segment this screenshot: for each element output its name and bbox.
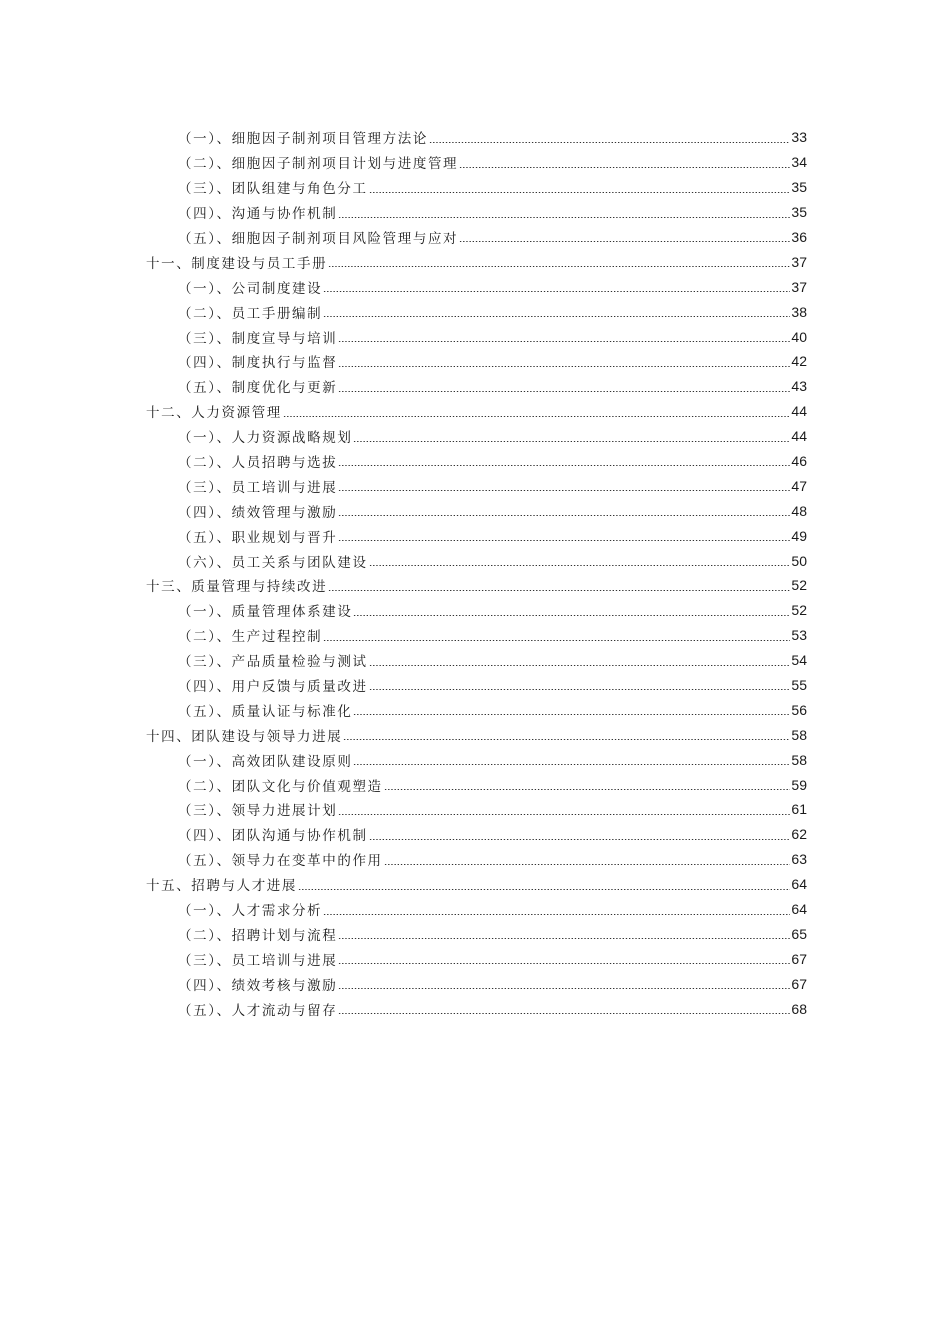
toc-section-entry[interactable] bbox=[0, 473, 950, 498]
toc-section-entry[interactable] bbox=[0, 274, 950, 299]
toc-dot-leader bbox=[459, 241, 790, 242]
toc-section-entry[interactable] bbox=[0, 125, 950, 150]
toc-section-entry[interactable] bbox=[0, 797, 950, 822]
toc-section-entry[interactable] bbox=[0, 996, 950, 1021]
toc-page-number: 68 bbox=[791, 1000, 807, 1017]
toc-dot-leader bbox=[369, 665, 791, 666]
toc-dot-leader bbox=[338, 341, 790, 342]
toc-entry-title: （三）、产品质量检验与测试 bbox=[178, 654, 368, 671]
toc-entry-title: （一）、人才需求分析 bbox=[178, 903, 323, 920]
toc-page-number: 42 bbox=[791, 353, 807, 370]
toc-dot-leader bbox=[384, 789, 791, 790]
toc-page-number: 64 bbox=[791, 876, 807, 893]
toc-page-number: 67 bbox=[791, 975, 807, 992]
toc-dot-leader bbox=[353, 615, 790, 616]
toc-section-entry[interactable] bbox=[0, 200, 950, 225]
toc-entry-title: （五）、职业规划与晋升 bbox=[178, 529, 338, 546]
toc-dot-leader bbox=[338, 540, 790, 541]
toc-page-number: 35 bbox=[791, 204, 807, 221]
toc-page-number: 64 bbox=[791, 901, 807, 918]
toc-section-entry[interactable] bbox=[0, 971, 950, 996]
toc-section-entry[interactable] bbox=[0, 299, 950, 324]
toc-dot-leader bbox=[338, 938, 790, 939]
toc-entry-title: 十四、团队建设与领导力进展 bbox=[146, 728, 343, 745]
toc-entry-title: （二）、团队文化与价值观塑造 bbox=[178, 778, 383, 795]
toc-entry-title: （一）、人力资源战略规划 bbox=[178, 430, 353, 447]
toc-page-number: 56 bbox=[791, 701, 807, 718]
toc-page-number: 62 bbox=[791, 826, 807, 843]
toc-dot-leader bbox=[323, 914, 790, 915]
toc-dot-leader bbox=[338, 1013, 790, 1014]
toc-page-number: 48 bbox=[791, 502, 807, 519]
toc-entry-title: 十五、招聘与人才进展 bbox=[146, 878, 297, 895]
toc-page-number: 58 bbox=[791, 726, 807, 743]
toc-dot-leader bbox=[369, 565, 791, 566]
toc-entry-title: （六）、员工关系与团队建设 bbox=[178, 554, 368, 571]
toc-dot-leader bbox=[298, 889, 790, 890]
toc-dot-leader bbox=[323, 640, 790, 641]
toc-entry-title: （四）、绩效考核与激励 bbox=[178, 977, 338, 994]
toc-entry-title: 十三、质量管理与持续改进 bbox=[146, 579, 328, 596]
toc-dot-leader bbox=[338, 391, 790, 392]
toc-entry-title: （四）、绩效管理与激励 bbox=[178, 504, 338, 521]
toc-page-number: 44 bbox=[791, 428, 807, 445]
toc-page-number: 55 bbox=[791, 677, 807, 694]
toc-page-number: 58 bbox=[791, 751, 807, 768]
toc-section-entry[interactable] bbox=[0, 548, 950, 573]
toc-dot-leader bbox=[338, 465, 790, 466]
toc-entry-title: （二）、招聘计划与流程 bbox=[178, 927, 338, 944]
toc-section-entry[interactable] bbox=[0, 697, 950, 722]
toc-dot-leader bbox=[343, 739, 790, 740]
toc-page-number: 65 bbox=[791, 925, 807, 942]
toc-dot-leader bbox=[338, 988, 790, 989]
toc-entry-title: （一）、质量管理体系建设 bbox=[178, 604, 353, 621]
toc-entry-title: （二）、细胞因子制剂项目计划与进度管理 bbox=[178, 156, 459, 173]
toc-section-entry[interactable] bbox=[0, 424, 950, 449]
toc-entry-title: （二）、人员招聘与选拔 bbox=[178, 455, 338, 472]
toc-dot-leader bbox=[328, 266, 790, 267]
toc-entry-title: （三）、员工培训与进展 bbox=[178, 479, 338, 496]
toc-section-entry[interactable] bbox=[0, 946, 950, 971]
toc-section-entry[interactable] bbox=[0, 349, 950, 374]
toc-entry-title: （五）、质量认证与标准化 bbox=[178, 703, 353, 720]
toc-chapter-entry[interactable] bbox=[0, 722, 950, 747]
toc-section-entry[interactable] bbox=[0, 374, 950, 399]
toc-dot-leader bbox=[328, 590, 790, 591]
toc-page-number: 50 bbox=[791, 552, 807, 569]
toc-dot-leader bbox=[283, 416, 791, 417]
toc-dot-leader bbox=[369, 192, 791, 193]
toc-page-number: 35 bbox=[791, 179, 807, 196]
toc-section-entry[interactable] bbox=[0, 498, 950, 523]
toc-entry-title: （三）、领导力进展计划 bbox=[178, 803, 338, 820]
toc-entry-title: （四）、用户反馈与质量改进 bbox=[178, 679, 368, 696]
toc-entry-title: 十二、人力资源管理 bbox=[146, 405, 282, 422]
toc-entry-title: （五）、人才流动与留存 bbox=[178, 1002, 338, 1019]
toc-dot-leader bbox=[338, 515, 790, 516]
toc-page-number: 37 bbox=[791, 278, 807, 295]
toc-dot-leader bbox=[353, 764, 790, 765]
toc-page-number: 63 bbox=[791, 851, 807, 868]
toc-section-entry[interactable] bbox=[0, 897, 950, 922]
toc-entry-title: （二）、员工手册编制 bbox=[178, 305, 323, 322]
toc-page-number: 46 bbox=[791, 453, 807, 470]
toc-chapter-entry[interactable] bbox=[0, 399, 950, 424]
toc-dot-leader bbox=[338, 217, 790, 218]
toc-entry-title: （三）、团队组建与角色分工 bbox=[178, 181, 368, 198]
toc-section-entry[interactable] bbox=[0, 922, 950, 947]
toc-entry-title: （一）、高效团队建设原则 bbox=[178, 753, 353, 770]
toc-dot-leader bbox=[353, 441, 790, 442]
toc-entry-title: （四）、制度执行与监督 bbox=[178, 355, 338, 372]
toc-section-entry[interactable] bbox=[0, 623, 950, 648]
toc-dot-leader bbox=[323, 316, 790, 317]
toc-section-entry[interactable] bbox=[0, 225, 950, 250]
toc-entry-title: （一）、细胞因子制剂项目管理方法论 bbox=[178, 131, 428, 148]
toc-section-entry[interactable] bbox=[0, 598, 950, 623]
toc-page-number: 43 bbox=[791, 378, 807, 395]
toc-page-number: 53 bbox=[791, 627, 807, 644]
toc-entry-title: （四）、团队沟通与协作机制 bbox=[178, 828, 368, 845]
toc-entry-title: （五）、制度优化与更新 bbox=[178, 380, 338, 397]
toc-section-entry[interactable] bbox=[0, 747, 950, 772]
toc-dot-leader bbox=[369, 689, 791, 690]
toc-section-entry[interactable] bbox=[0, 673, 950, 698]
toc-entry-title: （三）、员工培训与进展 bbox=[178, 952, 338, 969]
toc-chapter-entry[interactable] bbox=[0, 249, 950, 274]
toc-dot-leader bbox=[353, 714, 790, 715]
toc-chapter-entry[interactable] bbox=[0, 573, 950, 598]
toc-page-number: 38 bbox=[791, 303, 807, 320]
toc-page-number: 34 bbox=[791, 154, 807, 171]
toc-entry-title: （四）、沟通与协作机制 bbox=[178, 206, 338, 223]
toc-section-entry[interactable] bbox=[0, 523, 950, 548]
toc-page-number: 52 bbox=[791, 577, 807, 594]
toc-entry-title: （三）、制度宣导与培训 bbox=[178, 330, 338, 347]
toc-section-entry[interactable] bbox=[0, 324, 950, 349]
table-of-contents bbox=[0, 125, 950, 1021]
toc-dot-leader bbox=[338, 366, 790, 367]
toc-dot-leader bbox=[338, 814, 790, 815]
toc-page-number: 54 bbox=[791, 652, 807, 669]
toc-dot-leader bbox=[459, 167, 790, 168]
toc-dot-leader bbox=[384, 864, 791, 865]
toc-page-number: 61 bbox=[791, 801, 807, 818]
toc-page-number: 44 bbox=[791, 403, 807, 420]
toc-page-number: 49 bbox=[791, 527, 807, 544]
toc-section-entry[interactable] bbox=[0, 175, 950, 200]
toc-page-number: 37 bbox=[791, 253, 807, 270]
toc-page-number: 33 bbox=[791, 129, 807, 146]
toc-entry-title: （五）、领导力在变革中的作用 bbox=[178, 853, 383, 870]
toc-section-entry[interactable] bbox=[0, 772, 950, 797]
toc-section-entry[interactable] bbox=[0, 822, 950, 847]
toc-page-number: 52 bbox=[791, 602, 807, 619]
toc-dot-leader bbox=[338, 490, 790, 491]
toc-section-entry[interactable] bbox=[0, 150, 950, 175]
toc-dot-leader bbox=[323, 291, 790, 292]
toc-entry-title: 十一、制度建设与员工手册 bbox=[146, 255, 328, 272]
toc-entry-title: （一）、公司制度建设 bbox=[178, 280, 323, 297]
toc-page-number: 36 bbox=[791, 229, 807, 245]
toc-page-number: 59 bbox=[791, 776, 807, 793]
toc-dot-leader bbox=[338, 963, 790, 964]
toc-page-number: 40 bbox=[791, 328, 807, 345]
toc-entry-title: （五）、细胞因子制剂项目风险管理与应对 bbox=[178, 231, 459, 247]
toc-section-entry[interactable] bbox=[0, 449, 950, 474]
toc-page-number: 67 bbox=[791, 950, 807, 967]
toc-chapter-entry[interactable] bbox=[0, 872, 950, 897]
toc-section-entry[interactable] bbox=[0, 648, 950, 673]
toc-dot-leader bbox=[369, 839, 791, 840]
toc-entry-title: （二）、生产过程控制 bbox=[178, 629, 323, 646]
toc-dot-leader bbox=[429, 142, 790, 143]
toc-page-number: 47 bbox=[791, 477, 807, 494]
toc-section-entry[interactable] bbox=[0, 847, 950, 872]
